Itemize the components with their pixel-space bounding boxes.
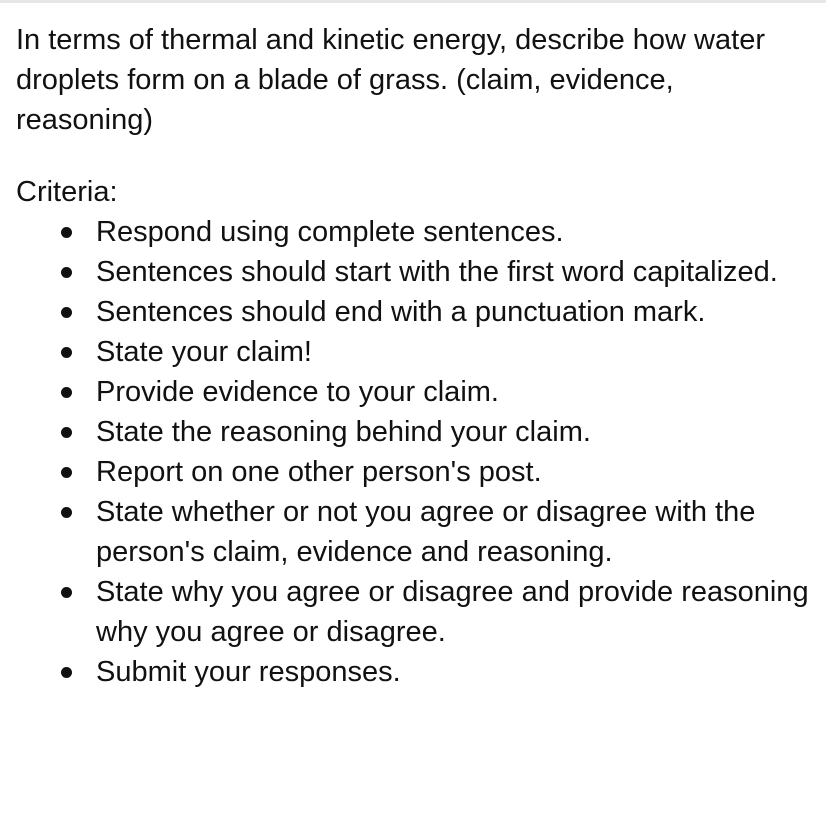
list-item: [16, 372, 811, 412]
list-item: [16, 212, 811, 252]
bullet-icon: [61, 427, 72, 438]
bullet-icon: [61, 267, 72, 278]
list-item: [16, 652, 811, 692]
bullet-icon: [61, 307, 72, 318]
question-prompt: In terms of thermal and kinetic energy, describe how water droplets form on a blade of grass. (claim, evidence, reasoning): [16, 24, 765, 136]
list-item-text: Report on one other person's post.: [96, 456, 542, 488]
bullet-icon: [61, 227, 72, 238]
list-item-text: Sentences should end with a punctuation mark.: [96, 296, 706, 328]
list-item: [16, 292, 811, 332]
list-item-text: State why you agree or disagree and provide reasoning why you agree or disagree.: [96, 576, 809, 648]
list-item: [16, 252, 811, 292]
bullet-icon: [61, 467, 72, 478]
bullet-icon: [61, 387, 72, 398]
top-divider: [0, 0, 826, 3]
list-item-text: State your claim!: [96, 336, 312, 368]
list-item: [16, 452, 811, 492]
formatting-criteria-list: [16, 212, 811, 332]
list-item: [16, 572, 811, 652]
list-item-text: Sentences should start with the first word capitalized.: [96, 256, 778, 288]
list-item-text: State the reasoning behind your claim.: [96, 416, 591, 448]
list-item: [16, 412, 811, 452]
bullet-icon: [61, 507, 72, 518]
bullet-icon: [61, 667, 72, 678]
bullet-icon: [61, 347, 72, 358]
list-item: [16, 332, 811, 372]
list-item-text: Submit your responses.: [96, 656, 401, 688]
criteria-heading: Criteria:: [16, 176, 118, 208]
content-criteria-list: [16, 332, 811, 692]
list-item-text: Respond using complete sentences.: [96, 216, 564, 248]
bullet-icon: [61, 587, 72, 598]
list-item-text: State whether or not you agree or disagree with the person's claim, evidence and reasoning.: [96, 496, 756, 568]
assignment-document: [16, 20, 811, 692]
list-item-text: Provide evidence to your claim.: [96, 376, 499, 408]
list-item: [16, 492, 811, 572]
